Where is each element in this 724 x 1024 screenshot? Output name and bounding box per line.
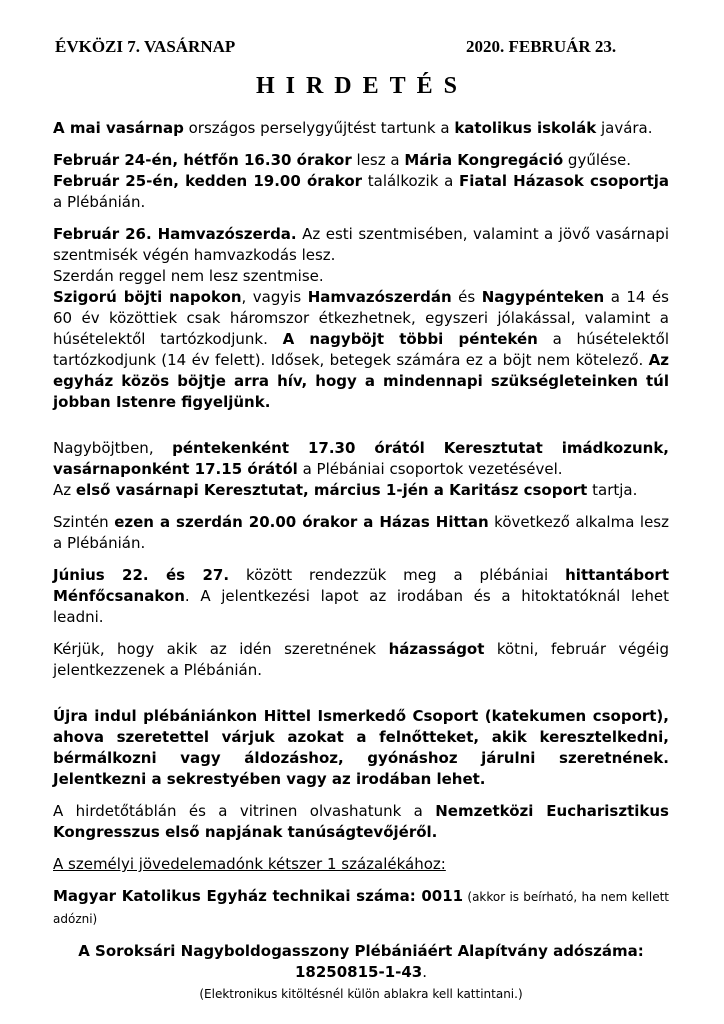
announcement-eucharistic-congress: A hirdetőtáblán és a vitrinen olvashatunk a Nemzetközi Eucharisztikus Kongresszus első napjának tanúságtevőjéről. <box>53 802 669 841</box>
page-title: HIRDETÉS <box>255 73 469 99</box>
announcement-fasting: Szigorú böjti napokon, vagyis Hamvazószerdán és Nagypénteken a 14 és 60 év közöttiek csak háromszor étkezhetnek, egyszeri jólakással, valamint a húsételektől tartózkodjunk. A nagyböjt többi péntekén a húsételektől tartózkodjunk (14 év felett). Idősek, betegek számára ez a böjt nem kötelező. Az egyház közös böjtje arra hív, hogy a mindennapi szükségleteinken túl jobban Istenre figyeljünk. <box>53 288 669 411</box>
announcement-catechumen-group: Újra indul plébániánkon Hittel Ismerkedő Csoport (katekumen csoport), ahova szeretettel várjuk azokat a felnőtteket, akik keresztelkedni, bérmálkozni vagy áldozáshoz, gyónáshoz járulni szeretnének. Jelentkezni a sekrestyében vagy az irodában lehet. <box>53 707 669 788</box>
tax-church-number: Magyar Katolikus Egyház technikai száma: 0011 (akkor is beírható, ha nem kellett adózni) <box>53 887 670 926</box>
tax-heading: A személyi jövedelemadónk kétszer 1 százalékához: <box>53 855 446 873</box>
tax-foundation-number: 18250815-1-43. <box>294 963 428 981</box>
announcement-camp: Június 22. és 27. között rendezzük meg a plébániai hittantábort Ménfőcsanakon. A jelentkezési lapot az irodában és a hitoktatóknál lehet leadni. <box>53 566 669 626</box>
announcement-kongregacio: Február 24-én, hétfőn 16.30 órakor lesz a Mária Kongregáció gyűlése. <box>53 151 632 169</box>
announcement-stations: Nagyböjtben, péntekenként 17.30 órától Keresztutat imádkozunk, vasárnaponként 17.15 órától a Plébániai csoportok vezetésével. <box>53 439 670 478</box>
announcements <box>53 118 669 1005</box>
tax-foundation-heading: A Soroksári Nagyboldogasszony Plébániáért Alapítvány adószáma: <box>78 942 644 960</box>
announcement-first-sunday-stations: Az első vasárnapi Keresztutat, március 1-jén a Karitász csoport tartja. <box>53 481 638 499</box>
tax-foundation-note: (Elektronikus kitöltésnél külön ablakra kell kattintani.) <box>199 987 523 1001</box>
announcement-no-morning-mass: Szerdán reggel nem lesz szentmise. <box>53 267 324 285</box>
announcement-weddings: Kérjük, hogy akik az idén szeretnének házasságot kötni, február végéig jelentkezzenek a Plébánián. <box>53 640 669 679</box>
announcement-collection: A mai vasárnap országos perselygyűjtést tartunk a katolikus iskolák javára. <box>53 119 653 137</box>
announcement-ash-wednesday: Február 26. Hamvazószerda. Az esti szentmisében, valamint a jövő vasárnapi szentmisék végén hamvazkodás lesz. <box>53 225 669 264</box>
announcement-marriage-catechesis: Szintén ezen a szerdán 20.00 órakor a Házas Hittan következő alkalma lesz a Plébánián. <box>53 513 669 552</box>
date: 2020. FEBRUÁR 23. <box>466 37 617 56</box>
liturgical-day: ÉVKÖZI 7. VASÁRNAP <box>55 37 236 56</box>
announcement-young-couples: Február 25-én, kedden 19.00 órakor találkozik a Fiatal Házasok csoportja a Plébánián. <box>53 172 670 211</box>
